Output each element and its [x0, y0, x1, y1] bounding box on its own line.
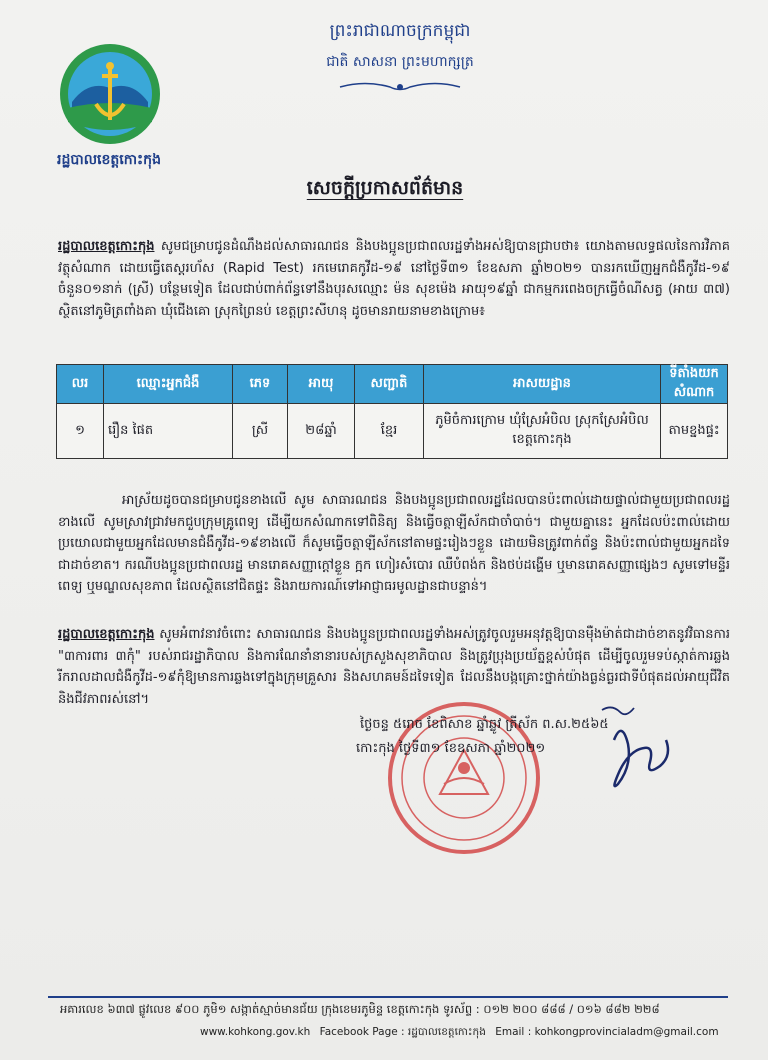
handwritten-signature-icon [594, 700, 684, 800]
footer-divider [48, 996, 728, 998]
cell-patient-name: រឿន ផៃត [104, 404, 233, 459]
col-address: អាសយដ្ឋាន [424, 365, 661, 404]
footer-website: www.kohkong.gov.kh [200, 1026, 311, 1038]
cell-nationality: ខ្មែរ [355, 404, 424, 459]
cell-age: ២៨ឆ្នាំ [288, 404, 355, 459]
patient-table [56, 364, 728, 459]
admin-name-label: រដ្ឋបាលខេត្តកោះកុង [57, 152, 161, 168]
intro-text: សូមជម្រាបជូនដំណឹងដល់សាធារណជន និងបងប្អូនប្រជាពលរដ្ឋទាំងអស់ឱ្យបានជ្រាបថា៖ យោងតាមលទ្ធផលនៃការវិភាគវត្ថុសំណាក ដោយធ្វើតេស្តរហ័ស (Rapid Test) រកមេរោគកូវីដ-១៩ នៅថ្ងៃទី៣១ ខែឧសភា ឆ្នាំ២០២១ បានរកឃើញអ្នកជំងឺកូវីដ-១៩ ចំនួន០១នាក់ (ស្រី) បន្ថែមទៀត ដែលជាប់ពាក់ព័ន្ធទៅនឹងបុរសឈ្មោះ ម៉ន សុខម៉េង អាយុ១៩ឆ្នាំ ជាកម្មករពេងចក្រធ្វើចំណីសត្វ (អាយ ៣៧) ស្ថិតនៅភូមិត្រពាំងគា ឃុំជើងគោ ស្រុកព្រៃនប់ ខេត្តព្រះសីហនុ ដូចមានរាយនាមខាងក្រោម៖ [58, 239, 730, 319]
col-nationality: សញ្ជាតិ [355, 365, 424, 404]
kingdom-heading: ព្រះរាជាណាចក្រកម្ពុជា [329, 21, 471, 41]
footer-facebook: Facebook Page : រដ្ឋបាលខេត្តកោះកុង [319, 1026, 486, 1038]
appeal-lead: រដ្ឋបាលខេត្តកោះកុង [58, 627, 155, 642]
col-sample-location: ទីតាំងយកសំណាក [661, 365, 728, 404]
solar-date: កោះកុង ថ្ងៃទី៣១ ខែឧសភា ឆ្នាំ២០២១ [356, 741, 546, 756]
header-ornament-icon [330, 80, 470, 94]
national-motto: ជាតិ សាសនា ព្រះមហាក្សត្រ [326, 54, 474, 70]
intro-lead: រដ្ឋបាលខេត្តកោះកុង [58, 239, 155, 254]
footer-email: Email : kohkongprovincialadm@gmail.com [495, 1026, 719, 1038]
appeal-text: សូមអំពាវនាវចំពោះ សាធារណជន និងបងប្អូនប្រជាពលរដ្ឋទាំងអស់ត្រូវចូលរួមអនុវត្តឱ្យបានម៉ឺងម៉ាត់ជាដាច់ខាតនូវវិធានការ "៣ការពារ ៣កុំ" របស់រាជរដ្ឋាភិបាល និងការណែនាំនានារបស់ក្រសួងសុខាភិបាល និងត្រូវប្រុងប្រយ័ត្នខ្ពស់បំផុត ដើម្បីចូលរួមទប់ស្កាត់ការឆ្លងរីករាលដាលជំងឺកូវីដ-១៩កុំឱ្យមានការឆ្លងទៅក្នុងក្រុមគ្រួសារ និងសហគមន៍ដទៃទៀត ដែលនឹងបង្កគ្រោះថ្នាក់យ៉ាងធ្ងន់ធ្ងរជាទីបំផុតដល់អាយុជីវិត និងជីវភាពរស់នៅ។ [58, 627, 730, 707]
col-sex: ភេទ [233, 365, 288, 404]
table-row [57, 404, 728, 459]
cell-sample-location: តាមខ្នងផ្ទះ [661, 404, 728, 459]
cell-sex: ស្រី [233, 404, 288, 459]
intro-paragraph [58, 236, 730, 322]
document-title: សេចក្តីប្រកាសព័ត៌មាន [306, 177, 464, 199]
provincial-seal-logo-icon [58, 42, 162, 146]
table-header-row [57, 365, 728, 404]
lunar-date: ថ្ងៃចន្ទ ៥រោច ខែពិសាខ ឆ្នាំឆ្លូវ ត្រីស័ក ព.ស.២៥៦៥ [360, 717, 609, 732]
col-no: លរ [57, 365, 104, 404]
cell-no: ១ [57, 404, 104, 459]
footer-address: អគារលេខ ៦៣៧ ផ្លូវលេខ ៩០០ ភូមិ១ សង្កាត់ស្មាច់មានជ័យ ក្រុងខេមរភូមិន្ទ ខេត្តកោះកុង ទូរស័ព្ទ : ០១២ ២០០ ៨៨៨ / ០១៦ ៨៨២ ២២៨ [60, 1002, 660, 1016]
col-age: អាយុ [288, 365, 355, 404]
advice-paragraph: អាស្រ័យដូចបានជម្រាបជូនខាងលើ សូម សាធារណជន និងបងប្អូនប្រជាពលរដ្ឋដែលបានប៉ះពាល់ដោយផ្ទាល់ជាមួយប្រជាពលរដ្ឋខាងលើ សូមស្រាវជ្រាវមកជួបក្រុមគ្រូពេទ្យ ដើម្បីយកសំណាកទៅពិនិត្យ និងធ្វើចត្តាឡីស័កជាចាំបាច់។ ជាមួយគ្នានេះ អ្នកដែលប៉ះពាល់ដោយប្រយោលជាមួយអ្នកដែលមានជំងឺកូវីដ-១៩ខាងលើ ក៏សូមធ្វើចត្តាឡីស័កនៅតាមផ្ទះរៀងៗខ្លួន ដោយមិនត្រូវពាក់ព័ន្ធ និងប៉ះពាល់ជាមួយអ្នកដទៃជាដាច់ខាត។ ករណីបងប្អូនប្រជាពលរដ្ឋ មានរោគសញ្ញាក្តៅខ្លួន ក្អក ហៀរសំបោរ ឈឺបំពង់ក និងថប់ដង្ហើម ឬមានរោគសញ្ញាផ្សេងៗ សូមទៅមន្ទីរពេទ្យ ឬមណ្ឌលសុខភាព ដែលស្ថិតនៅជិតផ្ទះ និងរាយការណ៍ទៅអាជ្ញាធរមូលដ្ឋានជាបន្ទាន់។ [58, 493, 730, 594]
col-patient-name: ឈ្មោះអ្នកជំងឺ [104, 365, 233, 404]
footer-contacts [200, 1026, 760, 1041]
cell-address: ភូមិចំការក្រោម ឃុំស្រែអំបិល ស្រុកស្រែអំបិល ខេត្តកោះកុង [424, 404, 661, 459]
